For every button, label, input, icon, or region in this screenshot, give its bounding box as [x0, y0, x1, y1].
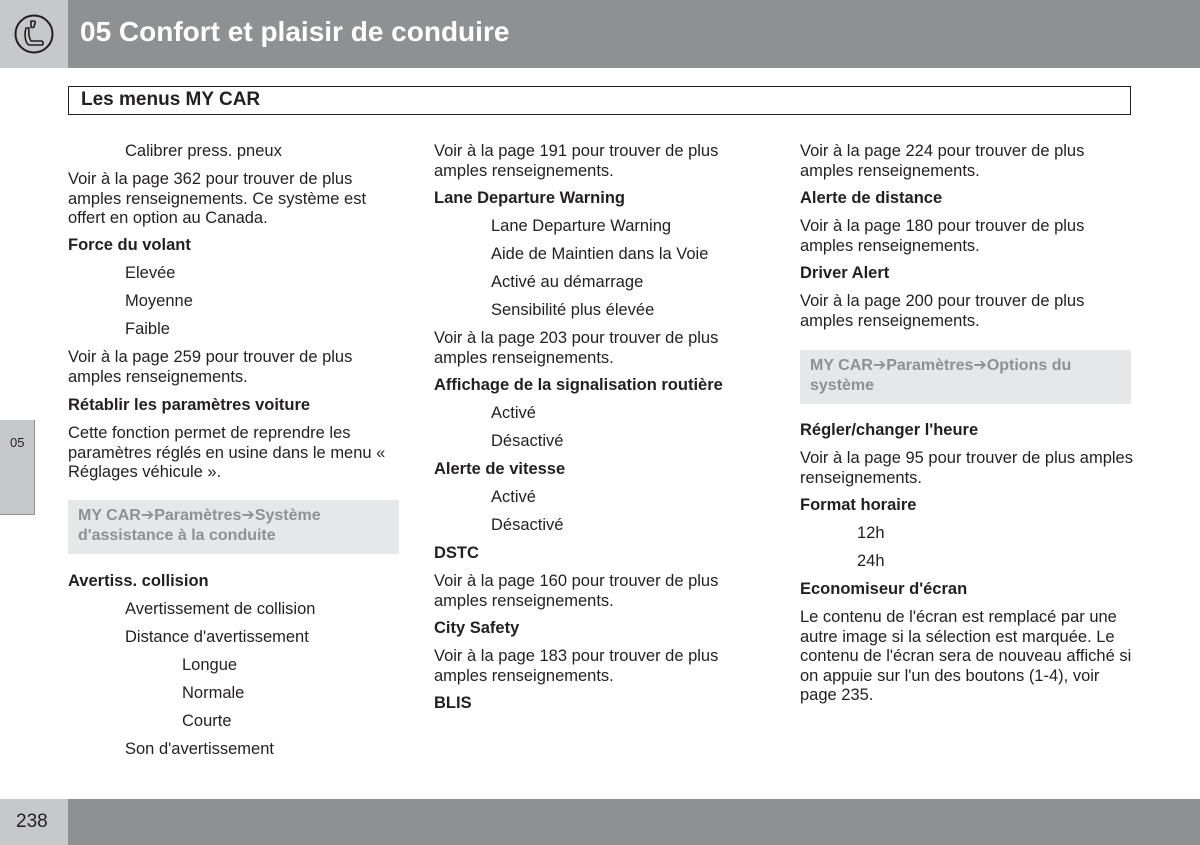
- page-reference: Voir à la page 95 pour trouver de plus amples renseignements.: [800, 449, 1133, 487]
- menu-option: Avertissement de collision: [125, 600, 316, 618]
- menu-heading: Force du volant: [68, 236, 191, 254]
- page-reference: Voir à la page 203 pour trouver de plus amples renseignements.: [434, 329, 719, 367]
- body-text: Cette fonction permet de reprendre les paramètres réglés en usine dans le menu « Réglages véhicule ».: [68, 424, 386, 481]
- menu-option: Faible: [125, 320, 170, 338]
- menu-path-item: Paramètres: [886, 357, 974, 374]
- arrow-right-icon: ➔: [241, 507, 255, 524]
- menu-path-item: Options du système: [810, 357, 1072, 394]
- menu-suboption: Longue: [182, 656, 238, 674]
- column-3: [800, 0, 1140, 800]
- menu-option: 12h: [857, 524, 885, 542]
- menu-option: Activé: [491, 404, 536, 422]
- menu-suboption: Normale: [182, 684, 245, 702]
- menu-path-box: [800, 350, 1131, 404]
- menu-option: Distance d'avertissement: [125, 628, 309, 646]
- menu-suboption: Courte: [182, 712, 232, 730]
- side-chapter-tab: [0, 420, 35, 515]
- side-chapter-tab-label: 05: [10, 435, 25, 450]
- menu-heading: Format horaire: [800, 496, 917, 514]
- page-reference: Voir à la page 200 pour trouver de plus amples renseignements.: [800, 292, 1085, 330]
- menu-path-item: Système d'assistance à la conduite: [78, 507, 321, 544]
- menu-heading: Economiseur d'écran: [800, 580, 968, 598]
- header-icon-tab: [0, 0, 68, 68]
- chapter-title: 05 Confort et plaisir de conduire: [80, 16, 510, 47]
- menu-path: [78, 506, 393, 546]
- column-1: [68, 0, 408, 800]
- menu-heading: Affichage de la signalisation routière: [434, 376, 723, 394]
- page-reference: Voir à la page 183 pour trouver de plus amples renseignements.: [434, 647, 719, 685]
- menu-heading: Lane Departure Warning: [434, 189, 625, 207]
- seat-icon: [14, 14, 54, 54]
- menu-heading: DSTC: [434, 544, 479, 562]
- page-reference: Voir à la page 259 pour trouver de plus amples renseignements.: [68, 348, 353, 386]
- menu-heading: Alerte de vitesse: [434, 460, 566, 478]
- page-reference: Voir à la page 191 pour trouver de plus amples renseignements.: [434, 142, 719, 180]
- menu-path-item: Paramètres: [154, 507, 242, 524]
- menu-option: Moyenne: [125, 292, 193, 310]
- menu-option: Son d'avertissement: [125, 740, 274, 758]
- menu-heading: Driver Alert: [800, 264, 890, 282]
- menu-option: Activé au démarrage: [491, 273, 644, 291]
- menu-option: 24h: [857, 552, 885, 570]
- menu-option: Aide de Maintien dans la Voie: [491, 245, 709, 263]
- menu-path-item: MY CAR: [78, 507, 141, 524]
- menu-option: Désactivé: [491, 432, 564, 450]
- menu-heading: Rétablir les paramètres voiture: [68, 396, 311, 414]
- menu-path: [810, 356, 1125, 396]
- menu-heading: BLIS: [434, 694, 472, 712]
- body-text: Le contenu de l'écran est remplacé par une autre image si la sélection est marquée. Le contenu de l'écran sera de nouveau affiché si on appuie sur l'un des boutons (1-4), voir page 235.: [800, 608, 1132, 704]
- footer-bar: [0, 799, 1200, 845]
- menu-option: Activé: [491, 488, 536, 506]
- menu-heading: Alerte de distance: [800, 189, 943, 207]
- menu-option: Lane Departure Warning: [491, 217, 672, 235]
- page-reference: Voir à la page 224 pour trouver de plus amples renseignements.: [800, 142, 1085, 180]
- menu-heading: Avertiss. collision: [68, 572, 209, 590]
- page-number: 238: [16, 811, 48, 832]
- page-reference: Voir à la page 362 pour trouver de plus amples renseignements. Ce système est offert en option au Canada.: [68, 170, 367, 227]
- menu-option: Calibrer press. pneux: [125, 142, 282, 160]
- menu-path-box: [68, 500, 399, 554]
- menu-heading: Régler/changer l'heure: [800, 421, 979, 439]
- section-title: Les menus MY CAR: [81, 89, 261, 110]
- menu-option: Désactivé: [491, 516, 564, 534]
- column-2: [434, 0, 774, 800]
- menu-option: Elevée: [125, 264, 176, 282]
- arrow-right-icon: ➔: [140, 507, 155, 524]
- page-reference: Voir à la page 180 pour trouver de plus amples renseignements.: [800, 217, 1085, 255]
- arrow-right-icon: ➔: [973, 357, 987, 374]
- menu-path-item: MY CAR: [810, 357, 873, 374]
- menu-option: Sensibilité plus élevée: [491, 301, 655, 319]
- arrow-right-icon: ➔: [872, 357, 887, 374]
- menu-heading: City Safety: [434, 619, 520, 637]
- page-reference: Voir à la page 160 pour trouver de plus amples renseignements.: [434, 572, 719, 610]
